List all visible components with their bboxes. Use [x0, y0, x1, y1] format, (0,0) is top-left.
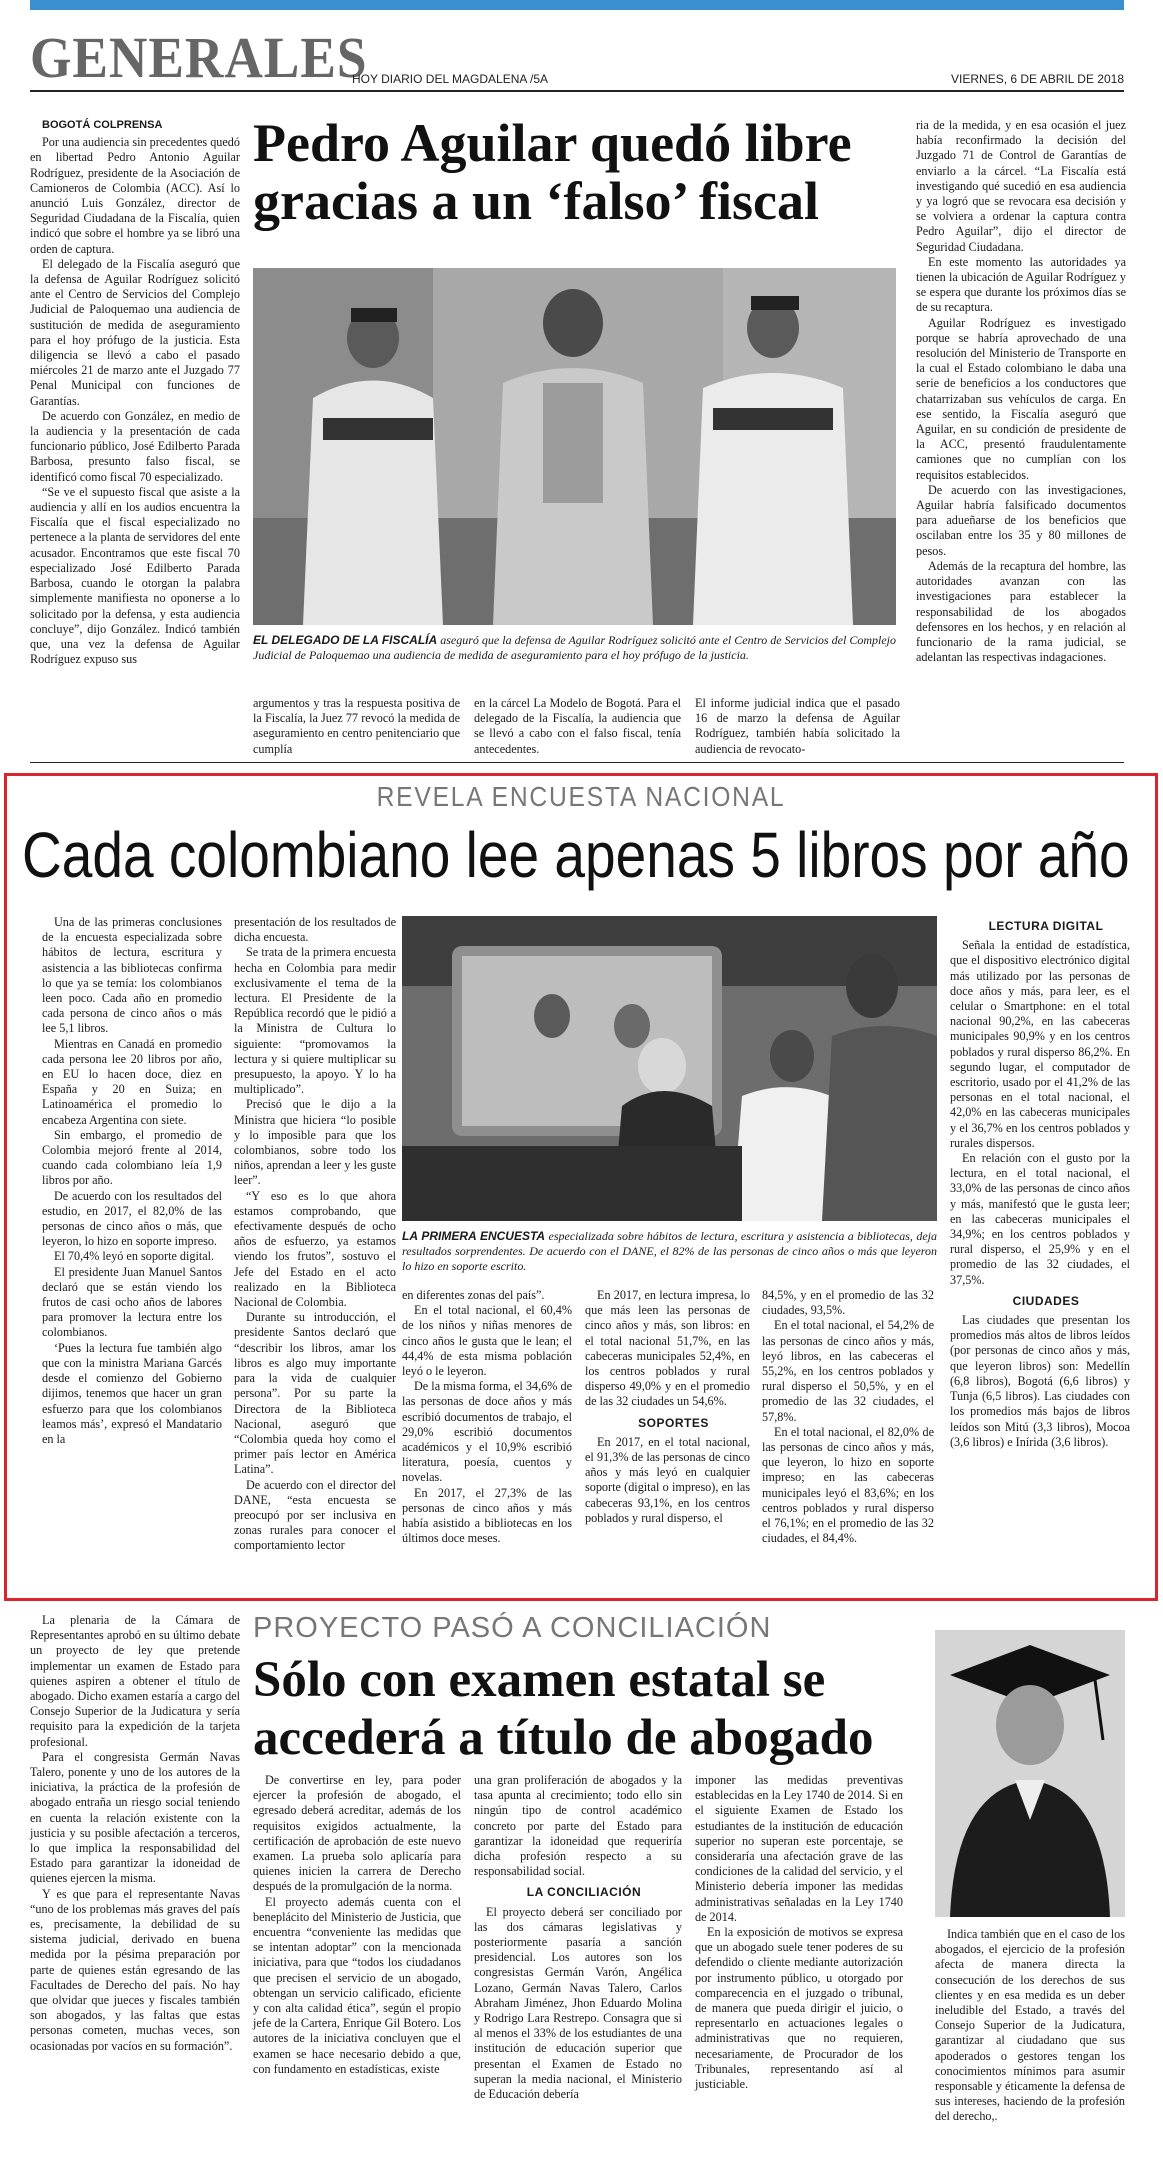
paragraph: Indica también que en el caso de los abogados, el ejercicio de la profesión afecta de manera directa la consecución de los derechos de sus clientes y en esa medida es un deber ineludible del Estado, a través del Consejo Superior de la Judicatura, garantizar al ciudadano que sus apoderados o gestores tengan los conocimientos mínimos para asumir responsable y éticamente la defensa de sus intereses, haciendo de la profesión del derecho,. — [935, 1927, 1125, 2124]
paragraph: una gran proliferación de abogados y la tasa apunta al crecimiento; todo ello sin ningún tipo de control académico concreto por parte del Estado para garantizar la idoneidad que requeriría dicha profesión respecto a su responsabilidad social. — [474, 1773, 682, 1879]
article3-column-2 — [253, 1773, 461, 2077]
paragraph: ‘Pues la lectura fue también algo que con la ministra Mariana Garcés desde el comienzo del Gobierno dijimos, tenemos que hacer un gran esfuerzo para que los colombianos leamos más’, expresó el Mandatario en la — [42, 1340, 222, 1446]
article2-photo-caption — [402, 1229, 937, 1274]
article1-column-4 — [695, 696, 900, 757]
article2-col3-body — [402, 1288, 572, 1546]
paragraph: Para el congresista Germán Navas Talero, ponente y uno de los autores de la iniciativa, la práctica de la profesión de abogado entraña un riesgo social teniendo en cuenta la relación existente con la justicia y su posible afectación a terceros, lo que implica la responsabilidad del Estado para garantizar la idoneidad de quienes ejercen la misma. — [30, 1749, 240, 1886]
paragraph: ria de la medida, y en esa ocasión el juez había reconfirmado la decisión del Juzgado 71 de Control de Garantías de enviarlo a la cárcel. “La Fiscalía está investigando qué sucedió en esa audiencia y ya logró que se revocara esa decisión y se volviera a ordenar la captura contra Pedro Aguilar”, dijo el director de Seguridad Ciudadana. — [916, 118, 1126, 254]
article2-col1-body — [42, 915, 222, 1447]
article3-col5-body — [935, 1927, 1125, 2125]
paragraph: imponer las medidas preventivas establecidas en la Ley 1740 de 2014. Si en el siguiente Examen de Estado los estudiantes de la institución de educación superior no superan este porcentaje, se consideraría una afectación grave de las condiciones de la calidad del servicio, y el Ministerio debería imponer las medidas administrativas señaladas en la Ley 1740 de 2014. — [695, 1773, 903, 1924]
article2-column-3 — [402, 1288, 572, 1546]
paragraph: en diferentes zonas del país”. — [402, 1288, 545, 1302]
paragraph: De la misma forma, el 34,6% de las personas de doce años y más escribió documentos de trabajo, el 29,0% escribió documentos académicos y el 10,9% escribió literatura, poesía, cuentos y novelas. — [402, 1379, 572, 1485]
article3-col2-body — [253, 1773, 461, 2077]
article1-photo-caption — [253, 633, 896, 663]
article3-kicker: PROYECTO PASÓ A CONCILIACIÓN — [253, 1612, 772, 1644]
subhead-ciudades: CIUDADES — [1012, 1293, 1080, 1308]
subhead-lectura-digital: LECTURA DIGITAL — [988, 919, 1104, 933]
article2-column-2 — [234, 915, 396, 1554]
paragraph: El 70,4% leyó en soporte digital. — [54, 1249, 215, 1264]
article2-col2-body — [234, 915, 396, 1554]
paragraph: Por una audiencia sin precedentes quedó en libertad Pedro Antonio Aguilar Rodríguez, presidente de la Asociación de Camioneros de Colombia (ACC). Así lo anunció Luis González, director de Seguridad Ciudadana de la Fiscalía, quien indicó que sobre el hombre ya se libró una orden de captura. — [30, 135, 240, 256]
article2-col5-body — [762, 1288, 934, 1546]
paragraph: “Y eso es lo que ahora estamos comprobando, que efectivamente después de ocho años de esfuerzo, ya estamos viendo los frutos”, sostuvo el Jefe del Estado en el acto realizado en la Biblioteca Nacional de Colombia. — [234, 1188, 396, 1310]
article3-col1-body — [30, 1613, 240, 2054]
paragraph: Se trata de la primera encuesta hecha en Colombia para medir exclusivamente el tema de la lectura. El Presidente de la República recordó que le pidió a la Ministra de Cultura lo siguiente: “promovamos la lectura y si quiere multiplicar su presupuesto, la apoyo. Y lo ha multiplicado”. — [234, 945, 396, 1097]
article2-column-5 — [762, 1288, 934, 1546]
article3-col3b-body — [474, 1905, 682, 2103]
paragraph: De acuerdo con González, en medio de la audiencia y la presentación de cada funcionario público, José Edilberto Parada Barbosa, presunto falso fiscal, se identificó como fiscal 70 especializado. — [30, 408, 240, 484]
paragraph: Aguilar Rodríguez es investigado porque se habría aprovechado de una resolución del Ministerio de Transporte en la cual el Estado colombiano le daba una serie de beneficios a los conductores que chatarrizaban sus vehículos de carga. En ese sentido, la Fiscalía aseguró que Aguilar, en su condición de presidente de la ACC, presentó fraudulentamente camiones que no cumplían con los requisitos establecidos. — [916, 315, 1126, 482]
article3-column-1 — [30, 1613, 240, 2054]
caption-lead: EL DELEGADO DE LA FISCALÍA — [253, 633, 438, 647]
paragraph: De acuerdo con el director del DANE, “esta encuesta se preocupó por ser inclusiva en zonas rurales para conocer el comportamiento lector — [234, 1477, 396, 1553]
paragraph: El proyecto además cuenta con el beneplácito del Ministerio de Justicia, que encuentra “conveniente las medidas que se intentan adoptar” con la mencionada iniciativa, para que “todos los ciudadanos que precisen el servicio de un abogado, obtengan un servicio calificado, eficiente y con alta calidad ética”, según el propio jefe de la Cartera, Enrique Gil Botero. Los autores de la iniciativa concluyen que el examen se hace necesario debido a que, con fundamento en estadísticas, existe — [253, 1894, 461, 2076]
article1-photo-arrest — [253, 268, 896, 625]
article3-col3-body — [474, 1773, 682, 1879]
article1-column-5 — [916, 118, 1126, 665]
paragraph: De convertirse en ley, para poder ejercer la profesión de abogado, el egresado deberá acreditar, además de los requisitos exigidos actualmente, la certificación de aprobación de este nuevo examen. La prueba solo aplicaría para quienes inicien la carrera de Derecho después de la promulgación de la norma. — [253, 1773, 461, 1894]
page-header — [30, 22, 1124, 92]
article1-col2-text: argumentos y tras la respuesta positiva de la Fiscalía, la Juez 77 revocó la medida de aseguramiento en centro penitenciario que cumplía — [253, 696, 460, 756]
caption-body: aseguró que la defensa de Aguilar Rodríguez solicitó ante el Centro de Servicios del Complejo Judicial de Paloquemao una audiencia de medida de aseguramiento para el hoy prófugo de la justicia. — [253, 633, 896, 662]
article2-col4b-body — [585, 1435, 750, 1526]
article2-column-6 — [950, 913, 1130, 1450]
article3-col4-body — [695, 1773, 903, 2092]
paragraph: Durante su introducción, el presidente Santos declaró que “describir los libros, amar los libros es algo muy importante para la vida de cualquier persona”. Por su parte la Directora de la Biblioteca Nacional, aseguró que “Colombia queda hoy como el primer país lector en América Latina”. — [234, 1310, 396, 1477]
paragraph: En 2017, en lectura impresa, lo que más leen las personas de cinco años y más, son libros: en el total nacional 51,7%, en las cabeceras municipales 52,4%, en los centros poblados y rural disperso 49,0% y en el promedio de las 32 ciudades un 54,6%. — [585, 1288, 750, 1409]
subhead-conciliacion: LA CONCILIACIÓN — [526, 1885, 642, 1900]
article2-headline: Cada colombiano lee apenas 5 libros por año — [22, 819, 1130, 891]
presentation-photo-illustration — [402, 916, 937, 1221]
article2-kicker: REVELA ENCUESTA NACIONAL — [376, 781, 786, 812]
paragraph: Mientras en Canadá en promedio cada persona lee 20 libros por año, en EU lo hacen doce, diez en España y 20 en Suiza; en Latinoamérica el promedio lo encabeza Argentina con siete. — [42, 1036, 222, 1127]
paragraph: En relación con el gusto por la lectura, en el total nacional, el 33,0% de las personas de cinco años y más, manifestó que le gusta leer; en las cabeceras municipales el 34,9%; en los centros poblados y rural disperso, el 25,9% y en el promedio de las 32 ciudades, el 37,5%. — [950, 1151, 1130, 1287]
article1-headline: Pedro Aguilar quedó libre gracias a un ‘falso’ fiscal — [253, 113, 852, 231]
article3-photo-graduate — [935, 1630, 1125, 1917]
article2-col6-body — [950, 938, 1130, 1288]
paragraph: En el total nacional, el 60,4% de los niños y niñas menores de cinco años le gusta que le lean; el 44,4% de esta misma población leyó o le leyeron. — [402, 1303, 572, 1379]
paragraph: Precisó que le dijo a la Ministra que hiciera “lo posible y lo imposible para que los colombianos, sobre todo los niños, aprendan a leer y les guste leer”. — [234, 1097, 396, 1188]
section-title: GENERALES — [30, 25, 368, 90]
paragraph: Señala la entidad de estadística, que el dispositivo electrónico digital más utilizado por las personas de doce años y más, para leer, es el celular o Smartphone: en el total nacional 90,2%, en las cabeceras municipales 90,9% y en los centros poblados y rural disperso 86,2%. En segundo lugar, el computador de escritorio, usado por el 41,2% de las personas en el total nacional, el 42,0% en las cabeceras municipales y el 36,7% en los centros poblados y rurales dispersos. — [950, 938, 1130, 1150]
paragraph: Una de las primeras conclusiones de la encuesta especializada sobre hábitos de lectura, escritura y asistencia a las bibliotecas confirma lo que ya se temía: los colombianos leen poco. Cada año en promedio cada persona de cinco años o más lee 5,1 libros. — [42, 915, 222, 1036]
paragraph: En 2017, en el total nacional, el 91,3% de las personas de cinco años y más leyó en cualquier soporte (digital o impreso), en las cabeceras 93,1%, en los centros poblados y rural disperso, el — [585, 1434, 750, 1525]
section-divider — [30, 762, 1124, 763]
article3-column-4 — [695, 1773, 903, 2092]
article2-column-1 — [42, 915, 222, 1447]
caption-lead: LA PRIMERA ENCUESTA — [402, 1229, 546, 1243]
article1-column-3 — [474, 696, 681, 757]
paragraph: En este momento las autoridades ya tienen la ubicación de Aguilar Rodríguez y se espera que durante los próximos días se de su recaptura. — [916, 254, 1126, 315]
paragraph: Sin embargo, el promedio de Colombia mejoró frente al 2014, cuando cada colombiano leía 1,9 libros por año. — [42, 1127, 222, 1188]
article1-col1-body — [30, 135, 240, 667]
top-color-rule — [30, 0, 1124, 10]
paragraph: En la exposición de motivos se expresa que un abogado suele tener poderes de su defendido o cliente mediante autorización por instrumento público, u otorgado por comparecencia en el juzgado o tribunal, de manera que pueda dirigir el juicio, o representarlo en actuaciones legales o administrativas que no requieren, necesariamente, de Procurador de los Tribunales, representando así al justiciable. — [695, 1925, 903, 2092]
paragraph: El delegado de la Fiscalía aseguró que la defensa de Aguilar Rodríguez solicitó ante el Centro de Servicios del Complejo Judicial de Paloquemao una audiencia de sustitución de medida de aseguramiento para el hoy prófugo de la justicia. Esta diligencia se llevó a cabo el pasado miércoles 21 de marzo ante el Juzgado 77 Penal Municipal con funciones de Garantías. — [30, 256, 240, 408]
caption-body: especializada sobre hábitos de lectura, escritura y asistencia a bibliotecas, deja resultados sorprendentes. De acuerdo con el DANE, el 82% de las personas de cinco años o más que leyeron lo hizo en soporte escrito. — [402, 1229, 937, 1273]
article2-column-4 — [585, 1288, 750, 1526]
paragraph: En 2017, el 27,3% de las personas de cinco años y más había asistido a bibliotecas en los últimos doce meses. — [402, 1485, 572, 1546]
paragraph: En el total nacional, el 54,2% de las personas de cinco años y más, leyó libros, en las cabeceras el 55,2%, en los centros poblados y rural disperso el 50,5%, y en el promedio de las 32 ciudades, el 57,8%. — [762, 1318, 934, 1424]
paragraph: presentación de los resultados de dicha encuesta. — [234, 915, 396, 945]
article2-col6b-body — [950, 1313, 1130, 1450]
article2-photo-presentation — [402, 916, 937, 1221]
paragraph: La plenaria de la Cámara de Representantes aprobó en su último debate un proyecto de ley que pretende implementar un examen de Estado para quienes aspiren a obtener el título de abogado. Dicho examen estaría a cargo del Consejo Superior de la Judicatura y sería requisito para la expedición de la tarjeta profesional. — [30, 1613, 240, 1749]
paragraph: En el total nacional, el 82,0% de las personas de cinco años y más, que leyeron, lo hizo en soporte impreso; en las cabeceras municipales leyó el 83,6%; en los centros poblados y rural disperso el 76,1%; en el promedio de las 32 ciudades, el 84,4%. — [762, 1424, 934, 1546]
paragraph: Además de la recaptura del hombre, las autoridades avanzan con las investigaciones para establecer la responsabilidad de los abogados defensores en los hechos, y en relación al funcionario de la rama judicial, se adelantan las respectivas indagaciones. — [916, 558, 1126, 665]
article3-column-3 — [474, 1773, 682, 2102]
paragraph: Las ciudades que presentan los promedios más altos de libros leídos (por personas de cinco años y más, que leyeron libros) son: Medellín (6,8 libros), Bogotá (6,6 libros) y Tunja (6,5 libros). Las ciudades con los promedios más bajos de libros leídos son Mitú (3,3 libros), Mocoa (3,6 libros) e Inírida (3,6 libros). — [950, 1313, 1130, 1449]
article3-column-5 — [935, 1927, 1125, 2125]
article2-col4-body — [585, 1288, 750, 1410]
subhead-soportes: SOPORTES — [638, 1415, 709, 1430]
article1-col3-text: en la cárcel La Modelo de Bogotá. Para el delegado de la Fiscalía, la audiencia que se llevó a cabo con el falso fiscal, tenía antecedentes. — [474, 696, 681, 756]
paragraph: De acuerdo con las investigaciones, Aguilar habría falsificado documentos para adueñarse de los beneficios que oscilaban entre los 35 y 80 millones de pesos. — [916, 482, 1126, 558]
article1-col5-body — [916, 118, 1126, 665]
arrest-photo-illustration — [253, 268, 896, 625]
graduate-photo-illustration — [935, 1630, 1125, 1917]
paragraph: El presidente Juan Manuel Santos declaró que se están viendo los frutos de casi ocho años de labores para promover la lectura entre los colombianos. — [42, 1264, 222, 1340]
article1-column-1 — [30, 118, 240, 667]
paragraph: Y es que para el representante Navas “uno de los problemas más graves del país es, precisamente, la debilidad de su sistema judicial, derivado en buena medida por la pésima preparación por parte de quienes están egresando de las Facultades de Derecho del país. No hay que olvidar que jueces y fiscales también son abogados, y las faltas que estas personas cometen, muchas veces, son ocasionadas por vacíos en su formación”. — [30, 1886, 240, 2053]
article1-column-2 — [253, 696, 460, 757]
paragraph: 84,5%, y en el promedio de las 32 ciudades, 93,5%. — [762, 1288, 934, 1318]
article1-col4-text: El informe judicial indica que el pasado 16 de marzo la defensa de Aguilar Rodríguez, también había solicitado la audiencia de revocato- — [695, 696, 900, 756]
issue-date: VIERNES, 6 DE ABRIL DE 2018 — [951, 72, 1124, 86]
article3-headline: Sólo con examen estatal se accederá a título de abogado — [253, 1652, 874, 1766]
paragraph: “Se ve el supuesto fiscal que asiste a la audiencia y allí en los audios encuentra la Fiscalía que el fiscal especializado no pertenece a la planta de servidores del ente acusador. Encontramos que este fiscal 70 especializado José Edilberto Parada Barbosa, cuando le otorgan la palabra simplemente manifiesta no oponerse a lo solicitado por la defensa, y esta audiencia concluye”, dijo González. Indicó también que, una vez la defensa de Aguilar Rodríguez expuso sus — [30, 484, 240, 667]
byline: BOGOTÁ COLPRENSA — [42, 119, 163, 131]
paragraph: El proyecto deberá ser conciliado por las dos cámaras legislativas y posteriormente pasaría a sanción presidencial. Los autores son los congresistas Germán Varón, Angélica Lozano, Germán Navas Talero, Carlos Abraham Jiménez, Jhon Eduardo Molina y Rodrigo Lara Restrepo. Consagra que si al menos el 33% de los estudiantes de una institución de educación superior que presentan el Examen de Estado no superan la media nacional, el Ministerio de Educación debería — [474, 1904, 682, 2102]
newspaper-name: HOY DIARIO DEL MAGDALENA /5A — [352, 72, 549, 86]
paragraph: De acuerdo con los resultados del estudio, en 2017, el 82,0% de las personas de cinco años o más, que leyeron, lo hizo en soporte impreso. — [42, 1188, 222, 1249]
